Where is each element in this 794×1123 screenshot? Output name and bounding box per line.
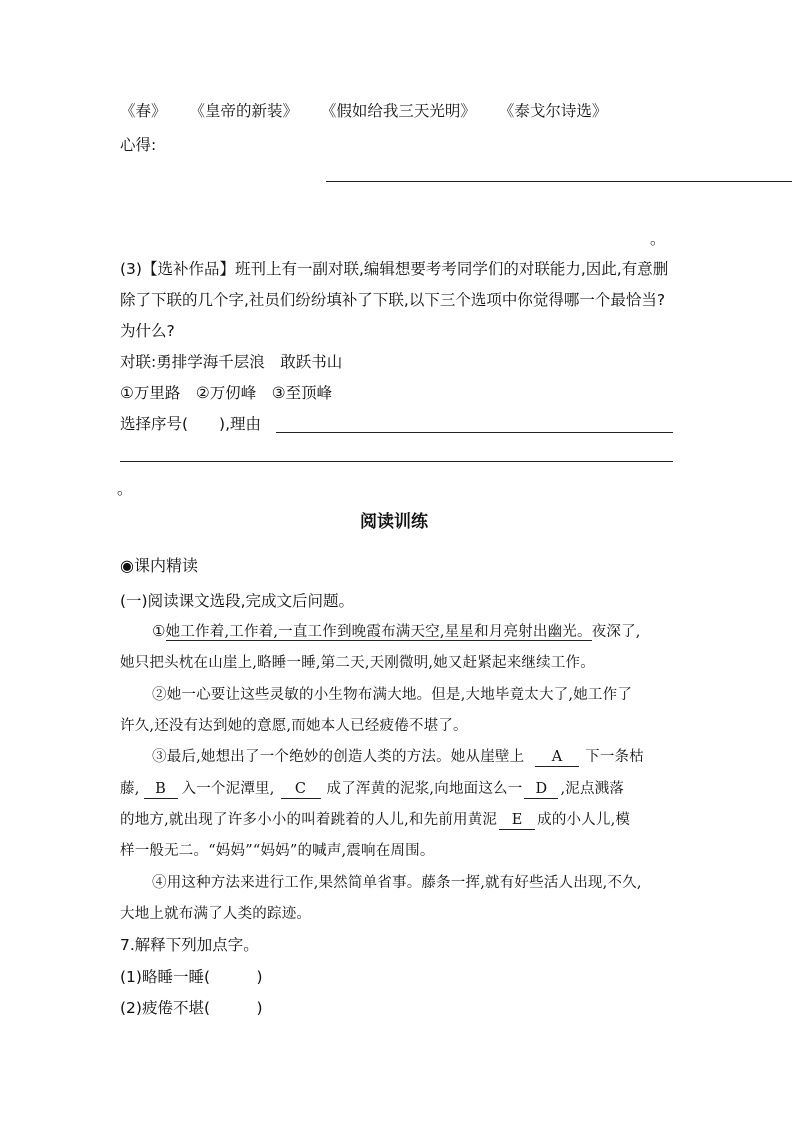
passage-p3-line1: ③最后,她想出了一个绝妙的创造人类的方法。她从崖壁上 A 下一条枯 <box>152 749 644 765</box>
q7-title: 7.解释下列加点字。 <box>120 936 259 954</box>
blank-b[interactable]: B <box>144 780 178 799</box>
passage-p1-line1: ①她工作着,工作着,一直工作到晚霞布满天空,星星和月亮射出幽光。夜深了, <box>152 622 641 640</box>
reason-line-1[interactable] <box>276 432 673 433</box>
book-title: 《泰戈尔诗选》 <box>498 102 608 120</box>
book-title: 《皇帝的新装》 <box>189 102 298 120</box>
q3-line2: 除了下联的几个字,社员们纷纷填补了下联,以下三个选项中你觉得哪一个最恰当? <box>120 291 666 309</box>
answer-line <box>326 181 792 182</box>
passage-p4-line2: 大地上就布满了人类的踪迹。 <box>120 906 312 922</box>
reason-line-2[interactable] <box>120 461 673 462</box>
blank-d[interactable]: D <box>524 780 558 799</box>
underlined-sentence: 她工作着,工作着,一直工作到晚霞布满天空,星星和月亮射出幽光。 <box>165 624 592 640</box>
part1-intro: (一)阅读课文选段,完成文后问题。 <box>120 592 355 610</box>
blank-e[interactable]: E <box>499 811 535 830</box>
blank-c[interactable]: C <box>281 780 321 799</box>
q3-line1: (3)【选补作品】班刊上有一副对联,编辑想要考考同学们的对联能力,因此,有意删 <box>120 260 669 278</box>
passage-p4-line1: ④用这种方法来进行工作,果然简单省事。藤条一挥,就有好些活人出现,不久, <box>152 875 642 891</box>
passage-p2-line1: ②她一心要让这些灵敏的小生物布满大地。但是,大地毕竟太大了,她工作了 <box>152 687 633 703</box>
q3-line3: 为什么? <box>120 322 175 340</box>
couplet: 对联:勇排学海千层浪 敢跃书山 <box>120 353 343 371</box>
xinde-label: 心得: <box>120 136 157 154</box>
passage-p3-line3: 的地方,就出现了许多小小的叫着跳着的人儿,和先前用黄泥 E 成的小人儿,模 <box>120 812 631 828</box>
section-title: 阅读训练 <box>360 512 428 532</box>
passage-p3-line2: 藤, B 入一个泥潭里, C 成了浑黄的泥浆,向地面这么一 D ,泥点溅落 <box>120 781 625 797</box>
q3-end-period: 。 <box>117 480 133 498</box>
choose-label: 选择序号( ),理由 <box>120 415 262 433</box>
couplet-options: ①万里路 ②万仞峰 ③至顶峰 <box>120 384 333 402</box>
book-title: 《春》 <box>120 102 167 120</box>
blank-a[interactable]: A <box>535 748 579 767</box>
q7-item-2[interactable]: (2)疲倦不堪( ) <box>120 999 263 1017</box>
book-list <box>120 100 625 122</box>
passage-p2-line2: 许久,还没有达到她的意愿,而她本人已经疲倦不堪了。 <box>120 718 468 734</box>
end-period: 。 <box>650 230 666 248</box>
subsection-heading: ◉课内精读 <box>120 556 198 575</box>
passage-p1-line2: 她只把头枕在山崖上,略睡一睡,第二天,天刚微明,她又赶紧起来继续工作。 <box>120 655 595 671</box>
passage-p3-line4: 样一般无二。“妈妈”“妈妈”的喊声,震响在周围。 <box>120 843 435 859</box>
q7-item-1[interactable]: (1)略睡一睡( ) <box>120 968 263 986</box>
book-title: 《假如给我三天光明》 <box>320 102 476 120</box>
